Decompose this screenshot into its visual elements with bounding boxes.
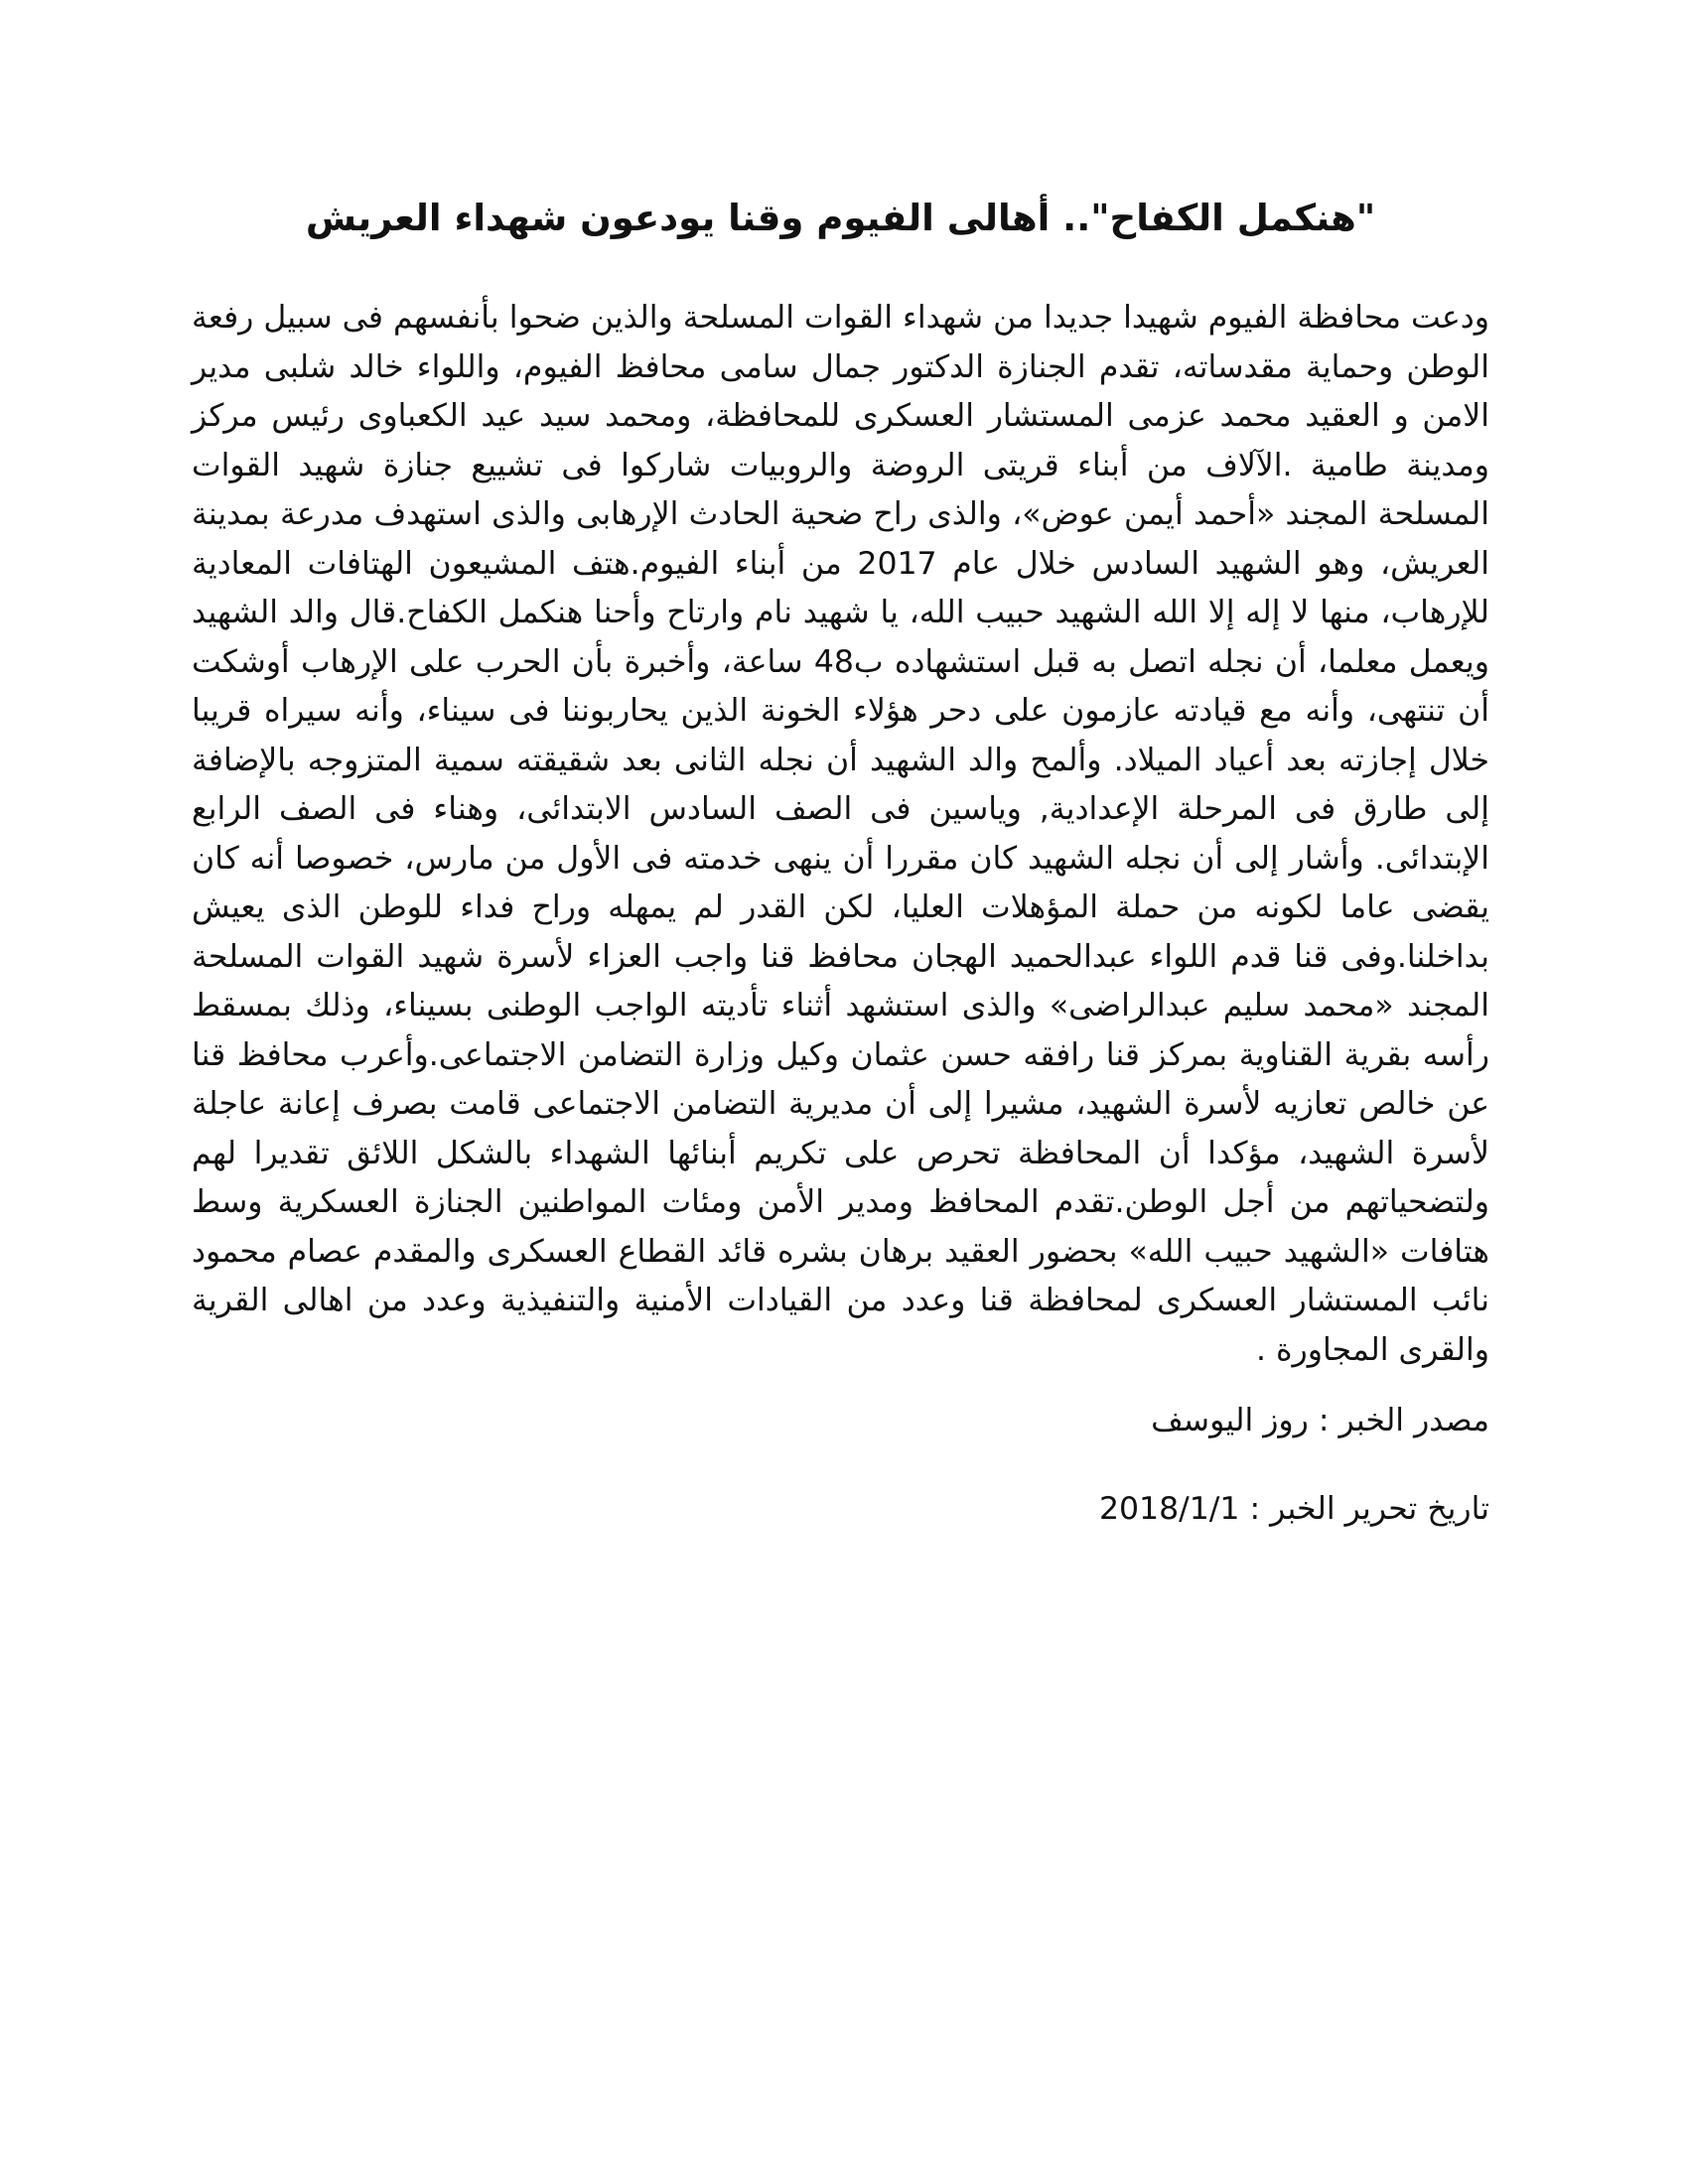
news-date-value: 2018/1/1 [1098, 1491, 1240, 1527]
news-source-value: روز اليوسف [1151, 1403, 1309, 1438]
news-source-label: مصدر الخبر : [1308, 1403, 1489, 1438]
news-source-line [192, 1399, 1489, 1443]
news-date-line [192, 1487, 1489, 1532]
article-title: "هنكمل الكفاح".. أهالى الفيوم وقنا يودعون شهداء العريش [305, 197, 1376, 239]
news-article [192, 189, 1489, 1532]
article-body: ودعت محافظة الفيوم شهيدا جديدا من شهداء القوات المسلحة والذين ضحوا بأنفسهم فى سبيل رفعة الوطن وحماية مقدساته، تقدم الجنازة الدكتور جمال سامى محافظ الفيوم، واللواء خالد شلبى مدير الامن و العقيد محمد عزمى المستشار العسكرى للمحافظة، ومحمد سيد عيد الكعباوى رئيس مركز ومدينة طامية .الآلاف من أبناء قريتى الروضة والروبيات شاركوا فى تشييع جنازة شهيد القوات المسلحة المجند «أحمد أيمن عوض»، والذى راح ضحية الحادث الإرهابى والذى استهدف مدرعة بمدينة العريش، وهو الشهيد السادس خلال عام 2017 من أبناء الفيوم.هتف المشيعون الهتافات المعادية للإرهاب، منها لا إله إلا الله الشهيد حبيب الله، يا شهيد نام وارتاح وأحنا هنكمل الكفاح.قال والد الشهيد ويعمل معلما، أن نجله اتصل به قبل استشهاده ب48 ساعة، وأخبرة بأن الحرب على الإرهاب أوشكت أن تنتهى، وأنه مع قيادته عازمون على دحر هؤلاء الخونة الذين يحاربوننا فى سيناء، وأنه سيراه قريبا خلال إجازته بعد أعياد الميلاد. وألمح والد الشهيد أن نجله الثانى بعد شقيقته سمية المتزوجه بالإضافة إلى طارق فى المرحلة الإعدادية, وياسين فى الصف السادس الابتدائى، وهناء فى الصف الرابع الإبتدائى. وأشار إلى أن نجله الشهيد كان مقررا أن ينهى خدمته فى الأول من مارس، خصوصا أنه كان يقضى عاما لكونه من حملة المؤهلات العليا، لكن القدر لم يمهله وراح فداء للوطن الذى يعيش بداخلنا.وفى قنا قدم اللواء عبدالحميد الهجان محافظ قنا واجب العزاء لأسرة شهيد القوات المسلحة المجند «محمد سليم عبدالراضى» والذى استشهد أثناء تأديته الواجب الوطنى بسيناء، وذلك بمسقط رأسه بقرية القناوية بمركز قنا رافقه حسن عثمان وكيل وزارة التضامن الاجتماعى.وأعرب محافظ قنا عن خالص تعازيه لأسرة الشهيد، مشيرا إلى أن مديرية التضامن الاجتماعى قامت بصرف إعانة عاجلة لأسرة الشهيد، مؤكدا أن المحافظة تحرص على تكريم أبنائها الشهداء بالشكل اللائق تقديرا لهم ولتضحياتهم من أجل الوطن.تقدم المحافظ ومدير الأمن ومئات المواطنين الجنازة العسكرية وسط هتافات «الشهيد حبيب الله» بحضور العقيد برهان بشره قائد القطاع العسكرى والمقدم عصام محمود نائب المستشار العسكرى لمحافظة قنا وعدد من القيادات الأمنية والتنفيذية وعدد من اهالى القرية والقرى المجاورة . [192, 300, 1489, 1368]
news-date-label: تاريخ تحرير الخبر : [1239, 1491, 1489, 1527]
